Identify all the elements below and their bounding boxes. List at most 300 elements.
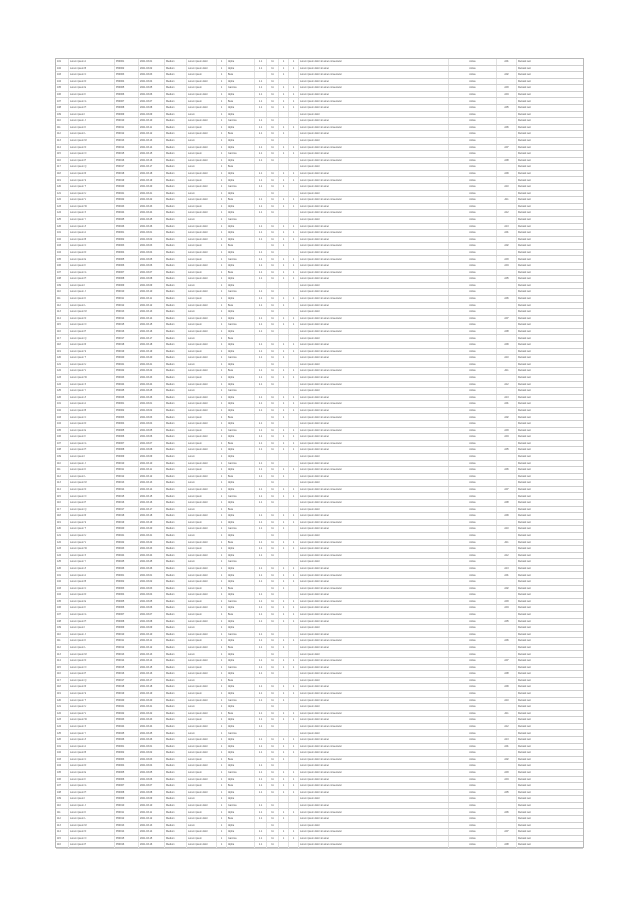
table-cell-c2: 11 <box>266 434 278 440</box>
table-cell-no: 109 <box>57 112 61 116</box>
table-row <box>56 257 583 264</box>
table-cell-type: Medium <box>164 678 186 684</box>
table-cell-cat: Beta <box>226 757 254 763</box>
table-cell-c3: 1 <box>278 257 288 263</box>
table-cell-addr: Lorem ipsum dolor sit amet consectetur <box>298 783 448 789</box>
table-cell-c1: 1.1 <box>254 592 266 598</box>
table-cell-c3 <box>278 309 288 315</box>
table-row <box>56 401 583 408</box>
table-cell-type: Medium <box>164 783 186 789</box>
table-cell-code <box>496 322 516 328</box>
table-cell-status: Active <box>448 757 496 763</box>
table-cell-q: 1 <box>216 579 226 585</box>
table-cell-addr: Lorem ipsum dolor sit amet <box>298 421 448 427</box>
table-cell-remark: Remark text <box>516 309 573 315</box>
table-cell-c3: 1 <box>278 665 288 671</box>
table-cell-c3 <box>278 283 288 289</box>
table-cell-name: Lorem ipsum U <box>68 191 114 197</box>
table-cell-id: P00007 <box>114 99 138 105</box>
table-cell-c3: 1 <box>278 197 288 203</box>
table-cell-cat: Alpha <box>226 382 254 388</box>
table-cell-q: 1 <box>216 415 226 421</box>
table-cell-name: Lorem ipsum R <box>68 171 114 177</box>
table-cell-type: Medium <box>164 322 186 328</box>
table-cell-c3 <box>278 164 288 170</box>
table-cell-id: P00022 <box>114 197 138 203</box>
table-cell-id: P00024 <box>114 724 138 730</box>
table-cell-cat: Alpha <box>226 342 254 348</box>
table-cell-remark: Remark text <box>516 92 573 98</box>
table-cell-desc: Lorem ipsum dolor <box>186 355 216 361</box>
table-cell-cat: Beta <box>226 415 254 421</box>
table-cell-q: 1 <box>216 191 226 197</box>
table-cell-c4: 1 <box>288 428 298 434</box>
table-cell-code: A10 <box>496 355 516 361</box>
table-cell-remark: Remark text <box>516 158 573 164</box>
table-cell-c3 <box>278 553 288 559</box>
table-cell-cat: Beta <box>226 586 254 592</box>
table-cell-addr: Lorem ipsum dolor sit amet <box>298 289 448 295</box>
table-row <box>56 309 583 316</box>
table-cell-remark: Remark text <box>516 112 573 118</box>
table-cell-no: 114 <box>57 316 61 320</box>
table-cell-desc: Lorem ipsum <box>186 599 216 605</box>
table-cell-cat: Beta <box>226 99 254 105</box>
table-cell-no: 121 <box>57 362 61 366</box>
table-cell-date: 2021-03-04 <box>138 250 164 256</box>
table-cell-c2 <box>266 625 278 631</box>
table-cell-no: 121 <box>57 191 61 195</box>
table-cell-cat: Beta <box>226 243 254 249</box>
table-cell-c2: 11 <box>266 145 278 151</box>
table-cell-status: Active <box>448 619 496 625</box>
table-cell-type: Medium <box>164 573 186 579</box>
table-row <box>56 349 583 356</box>
table-cell-id: P00012 <box>114 816 138 822</box>
table-cell-no: 110 <box>57 461 61 465</box>
table-cell-code: A02 <box>496 757 516 763</box>
table-cell-c1 <box>254 625 266 631</box>
table-cell-remark: Remark text <box>516 717 573 723</box>
table-cell-no: 106 <box>57 264 61 268</box>
table-cell-c3 <box>278 250 288 256</box>
table-row <box>56 79 583 86</box>
table-cell-type: Medium <box>164 638 186 644</box>
table-cell-type: Medium <box>164 757 186 763</box>
table-cell-c1: 1.1 <box>254 461 266 467</box>
table-cell-cat: Alpha <box>226 408 254 414</box>
table-cell-c3 <box>278 559 288 565</box>
table-cell-desc: Lorem ipsum dolor <box>186 210 216 216</box>
table-cell-name: Lorem ipsum G <box>68 99 114 105</box>
table-cell-name: Lorem ipsum D <box>68 763 114 769</box>
table-cell-addr: Lorem ipsum dolor sit amet <box>298 632 448 638</box>
table-cell-q: 1 <box>216 691 226 697</box>
table-row <box>56 698 583 705</box>
table-cell-date: 2021-03-06 <box>138 92 164 98</box>
table-cell-q: 1 <box>216 217 226 223</box>
table-cell-desc: Lorem ipsum <box>186 520 216 526</box>
table-cell-desc: Lorem <box>186 796 216 802</box>
table-cell-code: A02 <box>496 586 516 592</box>
table-cell-status: Active <box>448 711 496 717</box>
table-cell-c3: 1 <box>278 573 288 579</box>
table-cell-c2: 11 <box>266 540 278 546</box>
table-cell-c3: 1 <box>278 711 288 717</box>
table-cell-q: 1 <box>216 349 226 355</box>
table-row <box>56 625 583 632</box>
table-cell-date: 2021-03-15 <box>138 322 164 328</box>
table-cell-type: Medium <box>164 632 186 638</box>
table-cell-c2: 11 <box>266 645 278 651</box>
table-cell-id: P00012 <box>114 131 138 137</box>
table-cell-name: Lorem ipsum I <box>68 625 114 631</box>
table-cell-date: 2021-03-11 <box>138 467 164 473</box>
table-cell-no: 113 <box>57 823 61 827</box>
table-cell-desc: Lorem ipsum dolor <box>186 763 216 769</box>
table-cell-no: 107 <box>57 441 61 445</box>
table-cell-cat: Alpha <box>226 625 254 631</box>
table-cell-c4 <box>288 421 298 427</box>
table-cell-q: 1 <box>216 171 226 177</box>
table-cell-type: Medium <box>164 138 186 144</box>
table-cell-no: 126 <box>57 566 61 570</box>
table-cell-date: 2021-03-09 <box>138 796 164 802</box>
table-cell-date: 2021-03-01 <box>138 230 164 236</box>
table-cell-no: 101 <box>57 573 61 577</box>
table-cell-c3 <box>278 731 288 737</box>
table-row <box>56 118 583 125</box>
table-cell-date: 2021-03-15 <box>138 665 164 671</box>
table-cell-addr: Lorem ipsum dolor sit amet <box>298 171 448 177</box>
table-cell-c2 <box>266 559 278 565</box>
table-cell-no: 120 <box>57 185 61 189</box>
table-cell-name: Lorem ipsum B <box>68 750 114 756</box>
table-cell-id: P00013 <box>114 652 138 658</box>
table-cell-c2: 11 <box>266 118 278 124</box>
table-cell-cat: Gamma <box>226 461 254 467</box>
table-cell-c3: 1 <box>278 447 288 453</box>
table-cell-id: P00024 <box>114 382 138 388</box>
table-cell-desc: Lorem ipsum dolor <box>186 671 216 677</box>
table-cell-code <box>496 204 516 210</box>
table-cell-addr: Lorem ipsum dolor <box>298 336 448 342</box>
table-cell-id: P00003 <box>114 243 138 249</box>
table-row <box>56 790 583 797</box>
table-cell-c2: 11 <box>266 138 278 144</box>
table-cell-name: Lorem ipsum O <box>68 665 114 671</box>
table-cell-c4 <box>288 586 298 592</box>
table-cell-status: Active <box>448 553 496 559</box>
table-cell-no: 120 <box>57 527 61 531</box>
table-cell-type: Medium <box>164 494 186 500</box>
table-cell-id: P00008 <box>114 276 138 282</box>
table-cell-desc: Lorem ipsum dolor <box>186 632 216 638</box>
table-cell-c4: 1 <box>288 777 298 783</box>
table-cell-date: 2021-03-10 <box>138 118 164 124</box>
table-row <box>56 461 583 468</box>
table-cell-name: Lorem ipsum N <box>68 316 114 322</box>
table-cell-c4: 1 <box>288 322 298 328</box>
table-cell-status: Active <box>448 559 496 565</box>
table-cell-code <box>496 625 516 631</box>
table-cell-addr: Lorem ipsum dolor sit amet consectetur <box>298 243 448 249</box>
table-cell-date: 2021-03-04 <box>138 79 164 85</box>
table-cell-cat: Gamma <box>226 184 254 190</box>
table-cell-id: P00021 <box>114 362 138 368</box>
table-cell-id: P00015 <box>114 665 138 671</box>
table-cell-type: Medium <box>164 355 186 361</box>
table-cell-code <box>496 131 516 137</box>
table-cell-c4 <box>288 842 298 848</box>
table-cell-name: Lorem ipsum P <box>68 842 114 848</box>
table-cell-c1: 1.1 <box>254 237 266 243</box>
table-cell-code <box>496 250 516 256</box>
table-cell-code <box>496 408 516 414</box>
table-cell-cat: Alpha <box>226 566 254 572</box>
table-cell-name: Lorem ipsum D <box>68 250 114 256</box>
table-cell-name: Lorem ipsum I <box>68 454 114 460</box>
table-cell-code: A09 <box>496 684 516 690</box>
table-cell-c2: 11 <box>266 237 278 243</box>
table-row <box>56 237 583 244</box>
table-cell-name: Lorem ipsum X <box>68 553 114 559</box>
table-cell-status: Active <box>448 632 496 638</box>
table-cell-desc: Lorem <box>186 112 216 118</box>
table-cell-c3: 1 <box>278 237 288 243</box>
table-row <box>56 276 583 283</box>
table-cell-code <box>496 665 516 671</box>
table-cell-id: P00010 <box>114 632 138 638</box>
table-cell-id: P00016 <box>114 671 138 677</box>
table-cell-c4 <box>288 283 298 289</box>
table-cell-desc: Lorem ipsum <box>186 72 216 78</box>
table-cell-c4 <box>288 72 298 78</box>
table-cell-q: 1 <box>216 197 226 203</box>
table-cell-remark: Remark text <box>516 619 573 625</box>
table-cell-c1 <box>254 823 266 829</box>
table-cell-name: Lorem ipsum E <box>68 428 114 434</box>
table-cell-c4: 1 <box>288 99 298 105</box>
table-row <box>56 217 583 224</box>
table-cell-remark: Remark text <box>516 355 573 361</box>
table-cell-c2: 11 <box>266 415 278 421</box>
table-row <box>56 131 583 138</box>
table-cell-desc: Lorem ipsum dolor <box>186 461 216 467</box>
table-cell-name: Lorem ipsum R <box>68 684 114 690</box>
table-cell-code: A11 <box>496 711 516 717</box>
table-cell-desc: Lorem ipsum dolor <box>186 447 216 453</box>
table-row <box>56 645 583 652</box>
table-cell-cat: Alpha <box>226 401 254 407</box>
table-cell-q: 1 <box>216 717 226 723</box>
table-cell-date: 2021-03-08 <box>138 790 164 796</box>
table-cell-c2: 11 <box>266 803 278 809</box>
table-cell-c4: 1 <box>288 520 298 526</box>
table-cell-c4 <box>288 138 298 144</box>
table-cell-c3: 1 <box>278 322 288 328</box>
table-cell-cat: Alpha <box>226 204 254 210</box>
table-cell-remark: Remark text <box>516 296 573 302</box>
table-cell-date: 2021-03-13 <box>138 480 164 486</box>
table-row <box>56 823 583 830</box>
table-cell-c3 <box>278 210 288 216</box>
table-cell-type: Medium <box>164 105 186 111</box>
table-cell-q: 1 <box>216 645 226 651</box>
table-cell-remark: Remark text <box>516 197 573 203</box>
table-cell-c2: 11 <box>266 263 278 269</box>
table-row <box>56 388 583 395</box>
table-cell-name: Lorem ipsum K <box>68 467 114 473</box>
table-cell-type: Medium <box>164 559 186 565</box>
table-cell-status: Active <box>448 836 496 842</box>
table-cell-addr: Lorem ipsum dolor sit amet <box>298 263 448 269</box>
table-cell-name: Lorem ipsum H <box>68 447 114 453</box>
table-cell-name: Lorem ipsum M <box>68 480 114 486</box>
table-cell-status: Active <box>448 605 496 611</box>
table-cell-type: Medium <box>164 612 186 618</box>
table-cell-c2: 11 <box>266 362 278 368</box>
table-cell-desc: Lorem ipsum dolor <box>186 276 216 282</box>
table-cell-remark: Remark text <box>516 665 573 671</box>
table-cell-name: Lorem ipsum Y <box>68 559 114 565</box>
table-cell-type: Medium <box>164 382 186 388</box>
table-cell-c2 <box>266 731 278 737</box>
table-cell-q: 1 <box>216 243 226 249</box>
table-cell-type: Medium <box>164 362 186 368</box>
table-cell-type: Medium <box>164 283 186 289</box>
table-cell-addr: Lorem ipsum dolor sit amet consectetur <box>298 553 448 559</box>
table-cell-c1: 1.1 <box>254 276 266 282</box>
table-cell-date: 2021-03-08 <box>138 447 164 453</box>
table-cell-c1: 1.1 <box>254 750 266 756</box>
table-cell-type: Medium <box>164 520 186 526</box>
table-cell-cat: Alpha <box>226 349 254 355</box>
table-cell-q: 1 <box>216 441 226 447</box>
table-cell-name: Lorem ipsum Z <box>68 224 114 230</box>
table-row <box>56 197 583 204</box>
table-cell-date: 2021-03-23 <box>138 375 164 381</box>
table-cell-id: P00020 <box>114 526 138 532</box>
table-cell-status: Active <box>448 316 496 322</box>
table-cell-status: Active <box>448 230 496 236</box>
table-cell-cat: Beta <box>226 72 254 78</box>
table-cell-name: Lorem ipsum K <box>68 296 114 302</box>
table-cell-date: 2021-03-01 <box>138 401 164 407</box>
table-cell-desc: Lorem <box>186 138 216 144</box>
table-cell-addr: Lorem ipsum dolor sit amet <box>298 342 448 348</box>
table-cell-c2: 11 <box>266 829 278 835</box>
table-cell-addr: Lorem ipsum dolor sit amet <box>298 546 448 552</box>
table-cell-status: Active <box>448 507 496 513</box>
table-cell-c4: 1 <box>288 66 298 72</box>
table-cell-cat: Gamma <box>226 494 254 500</box>
table-row <box>56 632 583 639</box>
table-cell-date: 2021-03-18 <box>138 342 164 348</box>
table-cell-addr: Lorem ipsum dolor sit amet consectetur <box>298 829 448 835</box>
table-cell-no: 118 <box>57 685 61 689</box>
table-cell-date: 2021-03-11 <box>138 638 164 644</box>
table-cell-id: P00014 <box>114 829 138 835</box>
table-cell-no: 104 <box>57 422 61 426</box>
table-cell-c1 <box>254 507 266 513</box>
table-row <box>56 717 583 724</box>
table-cell-date: 2021-03-02 <box>138 750 164 756</box>
table-cell-no: 116 <box>57 158 61 162</box>
table-cell-type: Medium <box>164 342 186 348</box>
table-cell-status: Active <box>448 750 496 756</box>
table-row <box>56 487 583 494</box>
table-cell-date: 2021-03-17 <box>138 678 164 684</box>
table-cell-name: Lorem ipsum V <box>68 197 114 203</box>
table-cell-name: Lorem ipsum D <box>68 79 114 85</box>
table-cell-id: P00024 <box>114 210 138 216</box>
table-cell-c4 <box>288 79 298 85</box>
table-cell-c2: 11 <box>266 744 278 750</box>
table-cell-status: Active <box>448 257 496 263</box>
table-cell-no: 125 <box>57 560 61 564</box>
table-cell-cat: Gamma <box>226 803 254 809</box>
table-cell-status: Active <box>448 362 496 368</box>
table-cell-q: 1 <box>216 66 226 72</box>
table-cell-type: Medium <box>164 395 186 401</box>
table-cell-desc: Lorem ipsum <box>186 836 216 842</box>
table-cell-id: P00013 <box>114 480 138 486</box>
table-cell-c4: 1 <box>288 230 298 236</box>
table-cell-code: A08 <box>496 158 516 164</box>
table-cell-addr: Lorem ipsum dolor <box>298 731 448 737</box>
table-cell-name: Lorem ipsum I <box>68 796 114 802</box>
table-cell-code <box>496 763 516 769</box>
table-cell-no: 102 <box>57 751 61 755</box>
table-cell-remark: Remark text <box>516 513 573 519</box>
table-cell-addr: Lorem ipsum dolor sit amet consectetur <box>298 72 448 78</box>
table-cell-desc: Lorem ipsum <box>186 638 216 644</box>
table-cell-no: 116 <box>57 672 61 676</box>
table-cell-name: Lorem ipsum Z <box>68 566 114 572</box>
table-cell-type: Medium <box>164 72 186 78</box>
table-cell-remark: Remark text <box>516 474 573 480</box>
table-cell-c2: 11 <box>266 526 278 532</box>
table-cell-status: Active <box>448 777 496 783</box>
table-cell-name: Lorem ipsum S <box>68 520 114 526</box>
table-cell-desc: Lorem ipsum dolor <box>186 92 216 98</box>
table-cell-c1: 1.1 <box>254 408 266 414</box>
table-cell-desc: Lorem <box>186 388 216 394</box>
table-cell-date: 2021-03-26 <box>138 566 164 572</box>
table-cell-no: 108 <box>57 619 61 623</box>
table-cell-code <box>496 480 516 486</box>
table-cell-remark: Remark text <box>516 467 573 473</box>
table-cell-date: 2021-03-21 <box>138 191 164 197</box>
table-cell-status: Active <box>448 217 496 223</box>
table-cell-status: Active <box>448 151 496 157</box>
table-cell-cat: Gamma <box>226 257 254 263</box>
table-cell-q: 1 <box>216 342 226 348</box>
table-cell-desc: Lorem ipsum dolor <box>186 145 216 151</box>
table-cell-desc: Lorem ipsum <box>186 322 216 328</box>
table-cell-date: 2021-03-01 <box>138 573 164 579</box>
table-cell-q: 1 <box>216 178 226 184</box>
table-cell-id: P00023 <box>114 375 138 381</box>
table-cell-c3: 1 <box>278 790 288 796</box>
table-cell-addr: Lorem ipsum dolor sit amet <box>298 737 448 743</box>
table-cell-remark: Remark text <box>516 118 573 124</box>
table-cell-type: Medium <box>164 717 186 723</box>
table-cell-cat: Alpha <box>226 605 254 611</box>
table-cell-desc: Lorem ipsum <box>186 770 216 776</box>
table-cell-q: 1 <box>216 487 226 493</box>
